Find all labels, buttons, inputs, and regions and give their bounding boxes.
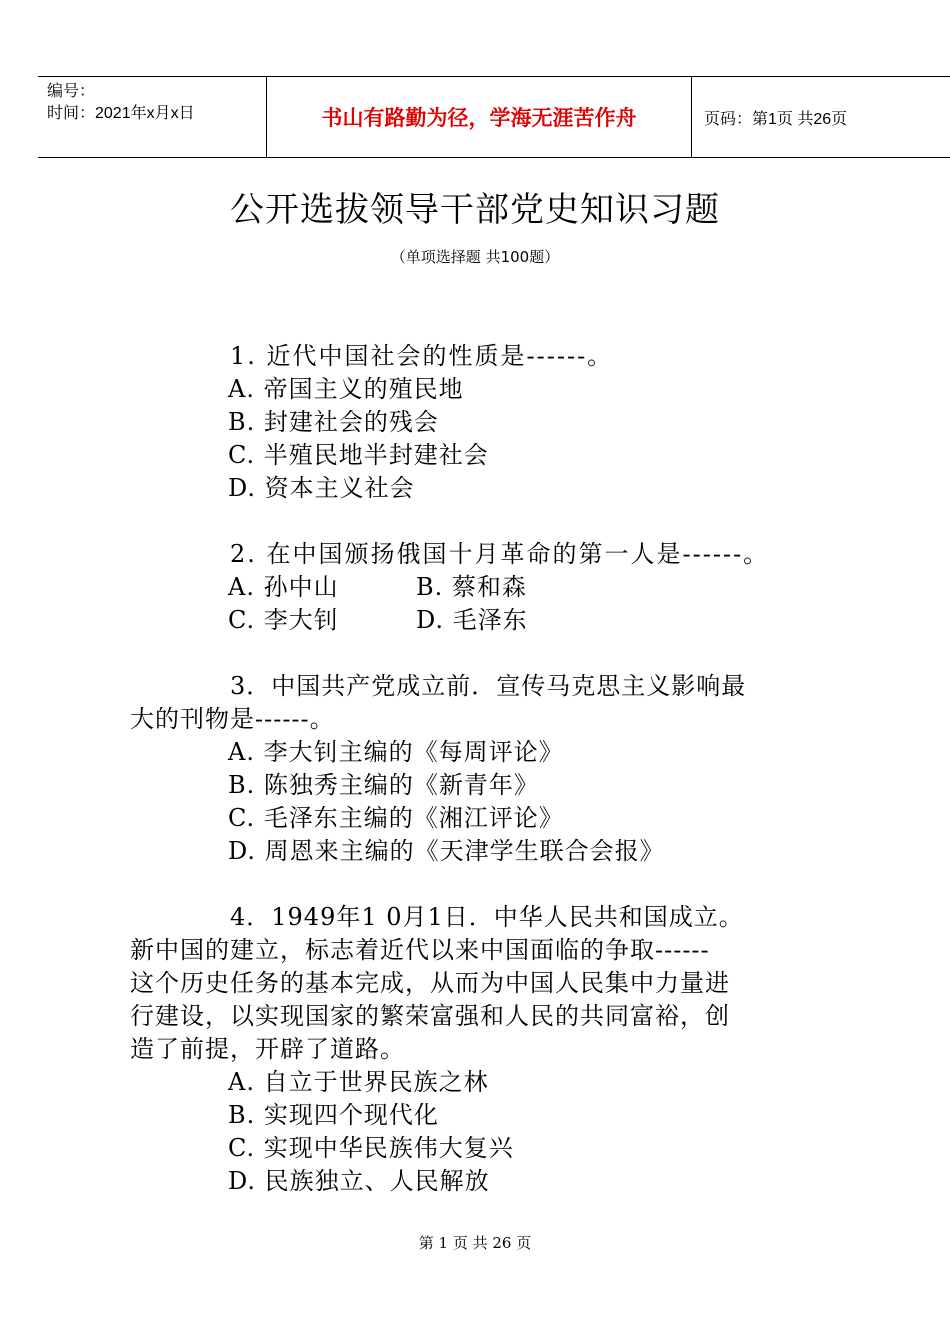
header-meta [38, 77, 266, 157]
question-stem: 4．1949年1 0月1日．中华人民共和国成立。 [230, 903, 744, 931]
option-b: B. 蔡和森 [416, 573, 527, 601]
question-2 [130, 538, 850, 637]
option-c: C. 毛泽东主编的《湘江评论》 [228, 804, 564, 832]
option-c: C. 李大钊 [228, 606, 339, 634]
option-a: A. 李大钊主编的《每周评论》 [228, 738, 564, 766]
option-a: A. 孙中山 [228, 573, 339, 601]
option-row [130, 604, 850, 637]
question-stem-continued: 新中国的建立，标志着近代以来中国面临的争取------ [130, 936, 710, 964]
question-stem: 1. 近代中国社会的性质是------。 [230, 342, 614, 370]
option-b: B. 实现四个现代化 [228, 1101, 439, 1129]
question-stem-continued: 大的刊物是------。 [130, 705, 335, 733]
page-footer: 第 1 页 共 26 页 [418, 1234, 532, 1252]
option-c: C. 半殖民地半封建社会 [228, 441, 489, 469]
option-a: A. 自立于世界民族之林 [228, 1068, 489, 1096]
number-label: 编号： [47, 83, 96, 100]
page-subtitle: （单项选择题 共100题） [390, 248, 560, 266]
option-b: B. 封建社会的残会 [228, 408, 439, 436]
option-b: B. 陈独秀主编的《新青年》 [228, 771, 539, 799]
option-d: D. 毛泽东 [416, 606, 528, 634]
document-header [38, 76, 950, 158]
option-d: D. 民族独立、人民解放 [228, 1167, 490, 1195]
option-d: D. 周恩来主编的《天津学生联合会报》 [228, 837, 665, 865]
question-1 [130, 340, 850, 505]
question-4 [130, 901, 850, 1198]
option-row [130, 571, 850, 604]
question-stem: 2. 在中国颁扬俄国十月革命的第一人是------。 [230, 540, 770, 568]
option-c: C. 实现中华民族伟大复兴 [228, 1134, 514, 1162]
question-3 [130, 670, 850, 868]
question-stem-continued: 这个历史任务的基本完成，从而为中国人民集中力量进 [130, 969, 730, 997]
option-a: A. 帝国主义的殖民地 [228, 375, 464, 403]
question-stem: 3．中国共产党成立前．宣传马克思主义影响最 [230, 672, 747, 700]
header-page-info: 页码：第1页 共26页 [704, 110, 848, 128]
question-stem-continued: 造了前提，开辟了道路。 [130, 1035, 405, 1063]
header-motto: 书山有路勤为径，学海无涯苦作舟 [266, 77, 692, 157]
option-d: D. 资本主义社会 [228, 474, 415, 502]
question-stem-continued: 行建设，以实现国家的繁荣富强和人民的共同富裕，创 [130, 1002, 730, 1030]
question-list [130, 340, 850, 1231]
page-title: 公开选拔领导干部党史知识习题 [230, 190, 720, 230]
time-label: 时间：2021年x月x日 [47, 105, 195, 122]
